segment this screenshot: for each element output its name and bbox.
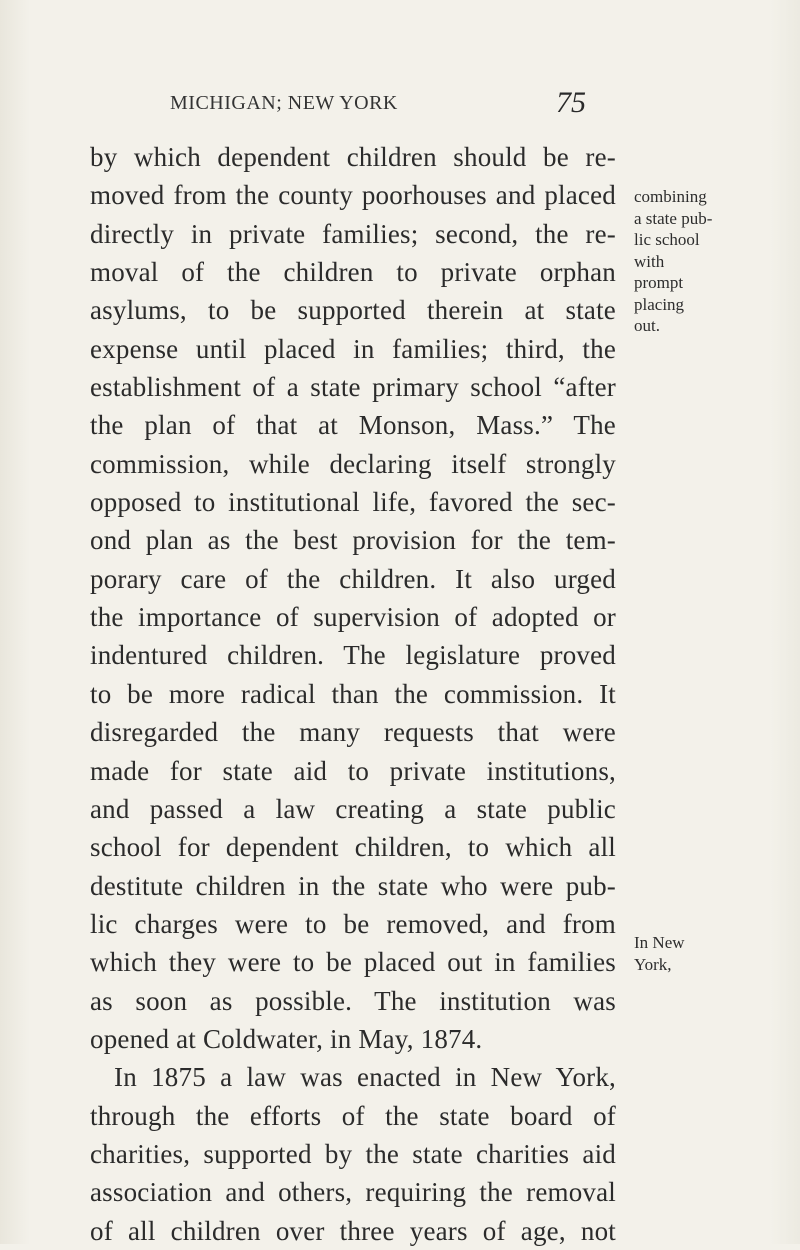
body-text	[90, 138, 616, 1250]
text-line: opened at Coldwater, in May, 1874.	[90, 1023, 483, 1054]
text-line: school for dependent children, to which all	[90, 832, 616, 863]
text-line: association and others, requiring the removal	[90, 1177, 616, 1208]
text-line: made for state aid to private institutions,	[90, 755, 616, 786]
text-line: commission, while declaring itself strongly	[90, 448, 616, 479]
text-line: ond plan as the best provision for the tem-	[90, 525, 616, 556]
text-line: establishment of a state primary school “after	[90, 372, 616, 403]
text-line: directly in private families; second, the re-	[90, 218, 616, 249]
text-line: opposed to institutional life, favored the sec-	[90, 487, 616, 518]
text-line: moval of the children to private orphan	[90, 257, 616, 288]
text-line: and passed a law creating a state public	[90, 793, 616, 824]
margin-note-line: prompt	[634, 273, 684, 292]
margin-note-combining	[634, 186, 769, 337]
text-line: porary care of the children. It also urged	[90, 563, 616, 594]
text-line: to be more radical than the commission. It	[90, 678, 616, 709]
margin-note-line: combining	[634, 187, 707, 206]
text-line: by which dependent children should be re-	[90, 142, 616, 172]
margin-note-line: lic school	[634, 230, 700, 249]
text-line: disregarded the many requests that were	[90, 717, 616, 748]
text-line: the importance of supervision of adopted or	[90, 602, 616, 633]
text-line: indentured children. The legislature proved	[90, 640, 616, 671]
margin-note-line: a state pub-	[634, 208, 713, 228]
text-line: In 1875 a law was enacted in New York,	[114, 1062, 616, 1093]
margin-note-line: with	[634, 251, 665, 271]
margin-note-line: York,	[634, 954, 672, 974]
running-head	[0, 86, 800, 122]
text-line: destitute children in the state who were pub-	[90, 870, 616, 901]
page-number: 75	[556, 86, 586, 119]
text-line: moved from the county poorhouses and placed	[90, 180, 616, 211]
margin-note-line: placing	[634, 294, 685, 314]
text-line: which they were to be placed out in families	[90, 947, 616, 978]
text-line: expense until placed in families; third, the	[90, 333, 616, 364]
text-line: of all children over three years of age, not	[90, 1215, 616, 1246]
text-line: lic charges were to be removed, and from	[90, 908, 616, 939]
text-line: the plan of that at Monson, Mass.” The	[90, 410, 616, 441]
text-line: through the efforts of the state board of	[90, 1100, 616, 1131]
running-head-title: MICHIGAN; NEW YORK	[170, 92, 398, 114]
text-line: charities, supported by the state charities aid	[90, 1138, 616, 1169]
text-line: as soon as possible. The institution was	[90, 985, 616, 1016]
text-line: asylums, to be supported therein at state	[90, 295, 616, 326]
margin-note-line: out.	[634, 316, 660, 335]
margin-note-new-york	[634, 932, 769, 975]
margin-note-line: In New	[634, 933, 685, 952]
